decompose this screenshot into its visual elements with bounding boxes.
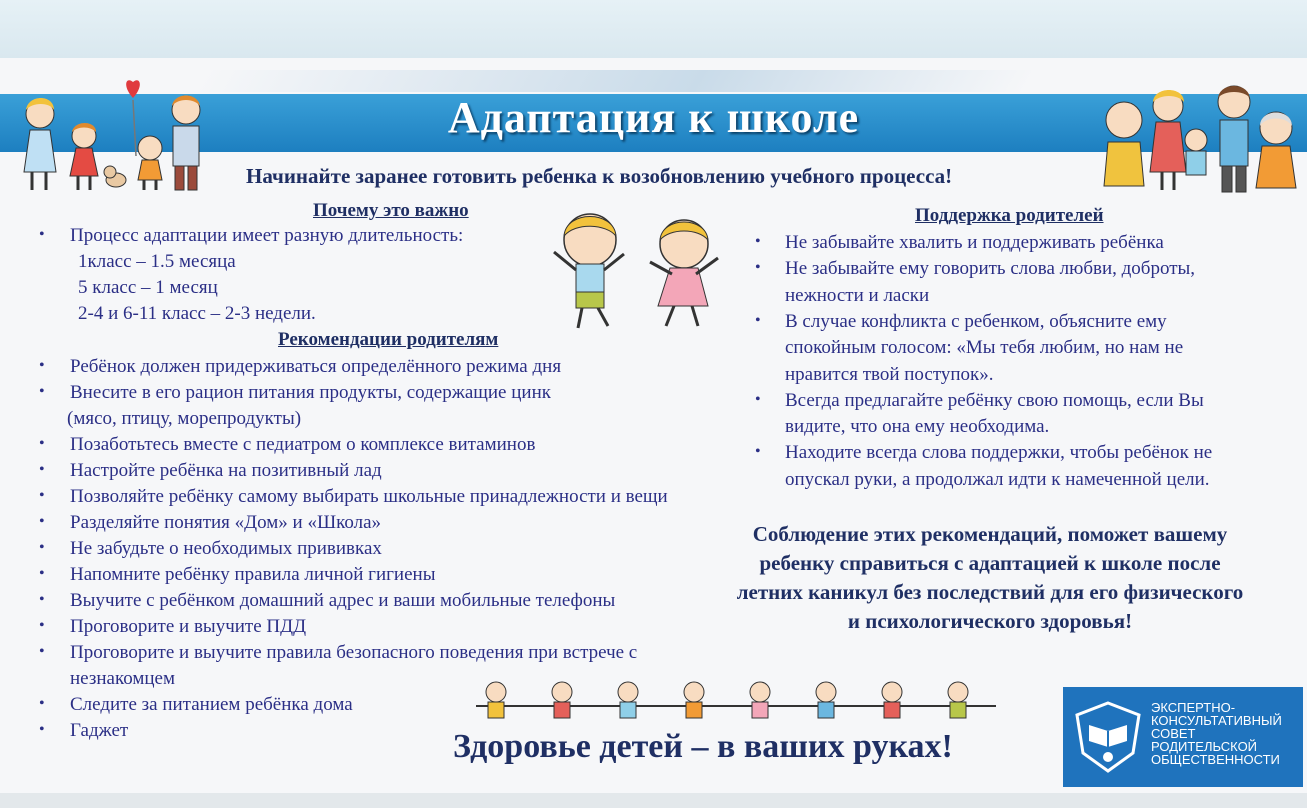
- bullet-icon: •: [39, 695, 45, 712]
- duration-line: 2-4 и 6-11 класс – 2-3 недели.: [78, 303, 316, 324]
- recommendation-item: Не забудьте о необходимых прививках: [70, 538, 382, 559]
- slide-title: Адаптация к школе: [447, 93, 860, 142]
- duration-line: 5 класс – 1 месяц: [78, 277, 218, 298]
- logo-line: ЭКСПЕРТНО-: [1151, 700, 1236, 715]
- parent-support-item: опускал руки, а продолжал идти к намеченной цели.: [785, 469, 1210, 490]
- bullet-icon: •: [39, 487, 45, 504]
- bullet-icon: •: [39, 226, 45, 243]
- recommendation-item: (мясо, птицу, морепродукты): [67, 408, 302, 429]
- bullet-icon: •: [39, 565, 45, 582]
- recommendations-heading: Рекомендации родителям: [278, 329, 499, 350]
- bullet-icon: •: [39, 383, 45, 400]
- title-ribbon: [194, 70, 1037, 92]
- children-chain-illustration: [466, 678, 1006, 730]
- logo-text: [1151, 701, 1282, 766]
- summary-line: Соблюдение этих рекомендаций, поможет вашему: [752, 522, 1228, 546]
- bullet-icon: •: [39, 643, 45, 660]
- logo-line: СОВЕТ: [1151, 726, 1196, 741]
- parent-support-item: Не забывайте ему говорить слова любви, доброты,: [785, 258, 1196, 279]
- council-emblem-icon: [1073, 701, 1143, 773]
- logo-line: КОНСУЛЬТАТИВНЫЙ: [1151, 713, 1282, 728]
- family-left-illustration: [18, 72, 218, 194]
- bullet-icon: •: [39, 721, 45, 738]
- summary-line: и психологического здоровья!: [847, 609, 1133, 633]
- recommendation-item: Напомните ребёнку правила личной гигиены: [70, 564, 436, 585]
- recommendation-item: Позаботьтесь вместе с педиатром о комплексе витаминов: [70, 434, 536, 455]
- recommendation-item: Внесите в его рацион питания продукты, содержащие цинк: [70, 382, 551, 403]
- parent-support-item: нравится твой поступок».: [785, 364, 994, 385]
- recommendation-item: Ребёнок должен придерживаться определённого режима дня: [70, 356, 562, 377]
- bullet-icon: •: [755, 312, 761, 329]
- bullet-icon: •: [39, 357, 45, 374]
- summary-line: ребенку справиться с адаптацией к школе после: [759, 551, 1221, 575]
- recommendation-item: Разделяйте понятия «Дом» и «Школа»: [70, 512, 382, 533]
- parent-support-heading: Поддержка родителей: [915, 205, 1104, 226]
- recommendation-item: Проговорите и выучите ПДД: [70, 616, 307, 637]
- parent-support-item: Всегда предлагайте ребёнку свою помощь, если Вы: [785, 390, 1204, 411]
- bullet-icon: •: [755, 233, 761, 250]
- family-right-illustration: [1098, 76, 1302, 196]
- recommendation-item: Следите за питанием ребёнка дома: [70, 694, 353, 715]
- why-important-text: Процесс адаптации имеет разную длительность:: [70, 225, 464, 246]
- bullet-icon: •: [755, 391, 761, 408]
- bullet-icon: •: [39, 513, 45, 530]
- summary-line: летних каникул без последствий для его физического: [736, 580, 1244, 604]
- recommendation-item: Выучите с ребёнком домашний адрес и ваши мобильные телефоны: [70, 590, 616, 611]
- bullet-icon: •: [39, 435, 45, 452]
- recommendation-item: Гаджет: [70, 720, 129, 741]
- footer-slogan: Здоровье детей – в ваших руках!: [453, 728, 953, 765]
- bullet-icon: •: [755, 259, 761, 276]
- recommendation-item: Позволяйте ребёнку самому выбирать школьные принадлежности и вещи: [70, 486, 668, 507]
- parent-support-item: В случае конфликта с ребенком, объясните ему: [785, 311, 1167, 332]
- browser-top-band: [0, 0, 1307, 58]
- bullet-icon: •: [39, 539, 45, 556]
- summary-text: [690, 520, 1290, 636]
- parent-support-item: Не забывайте хвалить и поддерживать ребёнка: [785, 232, 1164, 253]
- duration-line: 1класс – 1.5 месяца: [78, 251, 236, 272]
- slide: [0, 58, 1307, 793]
- parent-support-item: видите, что она ему необходима.: [785, 416, 1050, 437]
- recommendation-item: Проговорите и выучите правила безопасного поведения при встрече с: [70, 642, 638, 663]
- parent-support-item: нежности и ласки: [785, 285, 930, 306]
- logo-line: РОДИТЕЛЬСКОЙ: [1151, 739, 1258, 754]
- why-important-heading: Почему это важно: [313, 200, 469, 221]
- bullet-icon: •: [755, 443, 761, 460]
- bullet-icon: •: [39, 591, 45, 608]
- bullet-icon: •: [39, 617, 45, 634]
- parent-support-item: спокойным голосом: «Мы тебя любим, но нам не: [785, 337, 1184, 358]
- dancing-kids-illustration: [548, 206, 728, 334]
- recommendation-item: Настройте ребёнка на позитивный лад: [70, 460, 382, 481]
- subtitle: Начинайте заранее готовить ребенка к возобновлению учебного процесса!: [246, 164, 953, 188]
- parent-support-item: Находите всегда слова поддержки, чтобы ребёнок не: [785, 442, 1213, 463]
- recommendation-item: незнакомцем: [70, 668, 175, 689]
- council-logo: [1063, 687, 1303, 787]
- bullet-icon: •: [39, 461, 45, 478]
- bottom-band: [0, 793, 1307, 808]
- logo-line: ОБЩЕСТВЕННОСТИ: [1151, 752, 1280, 767]
